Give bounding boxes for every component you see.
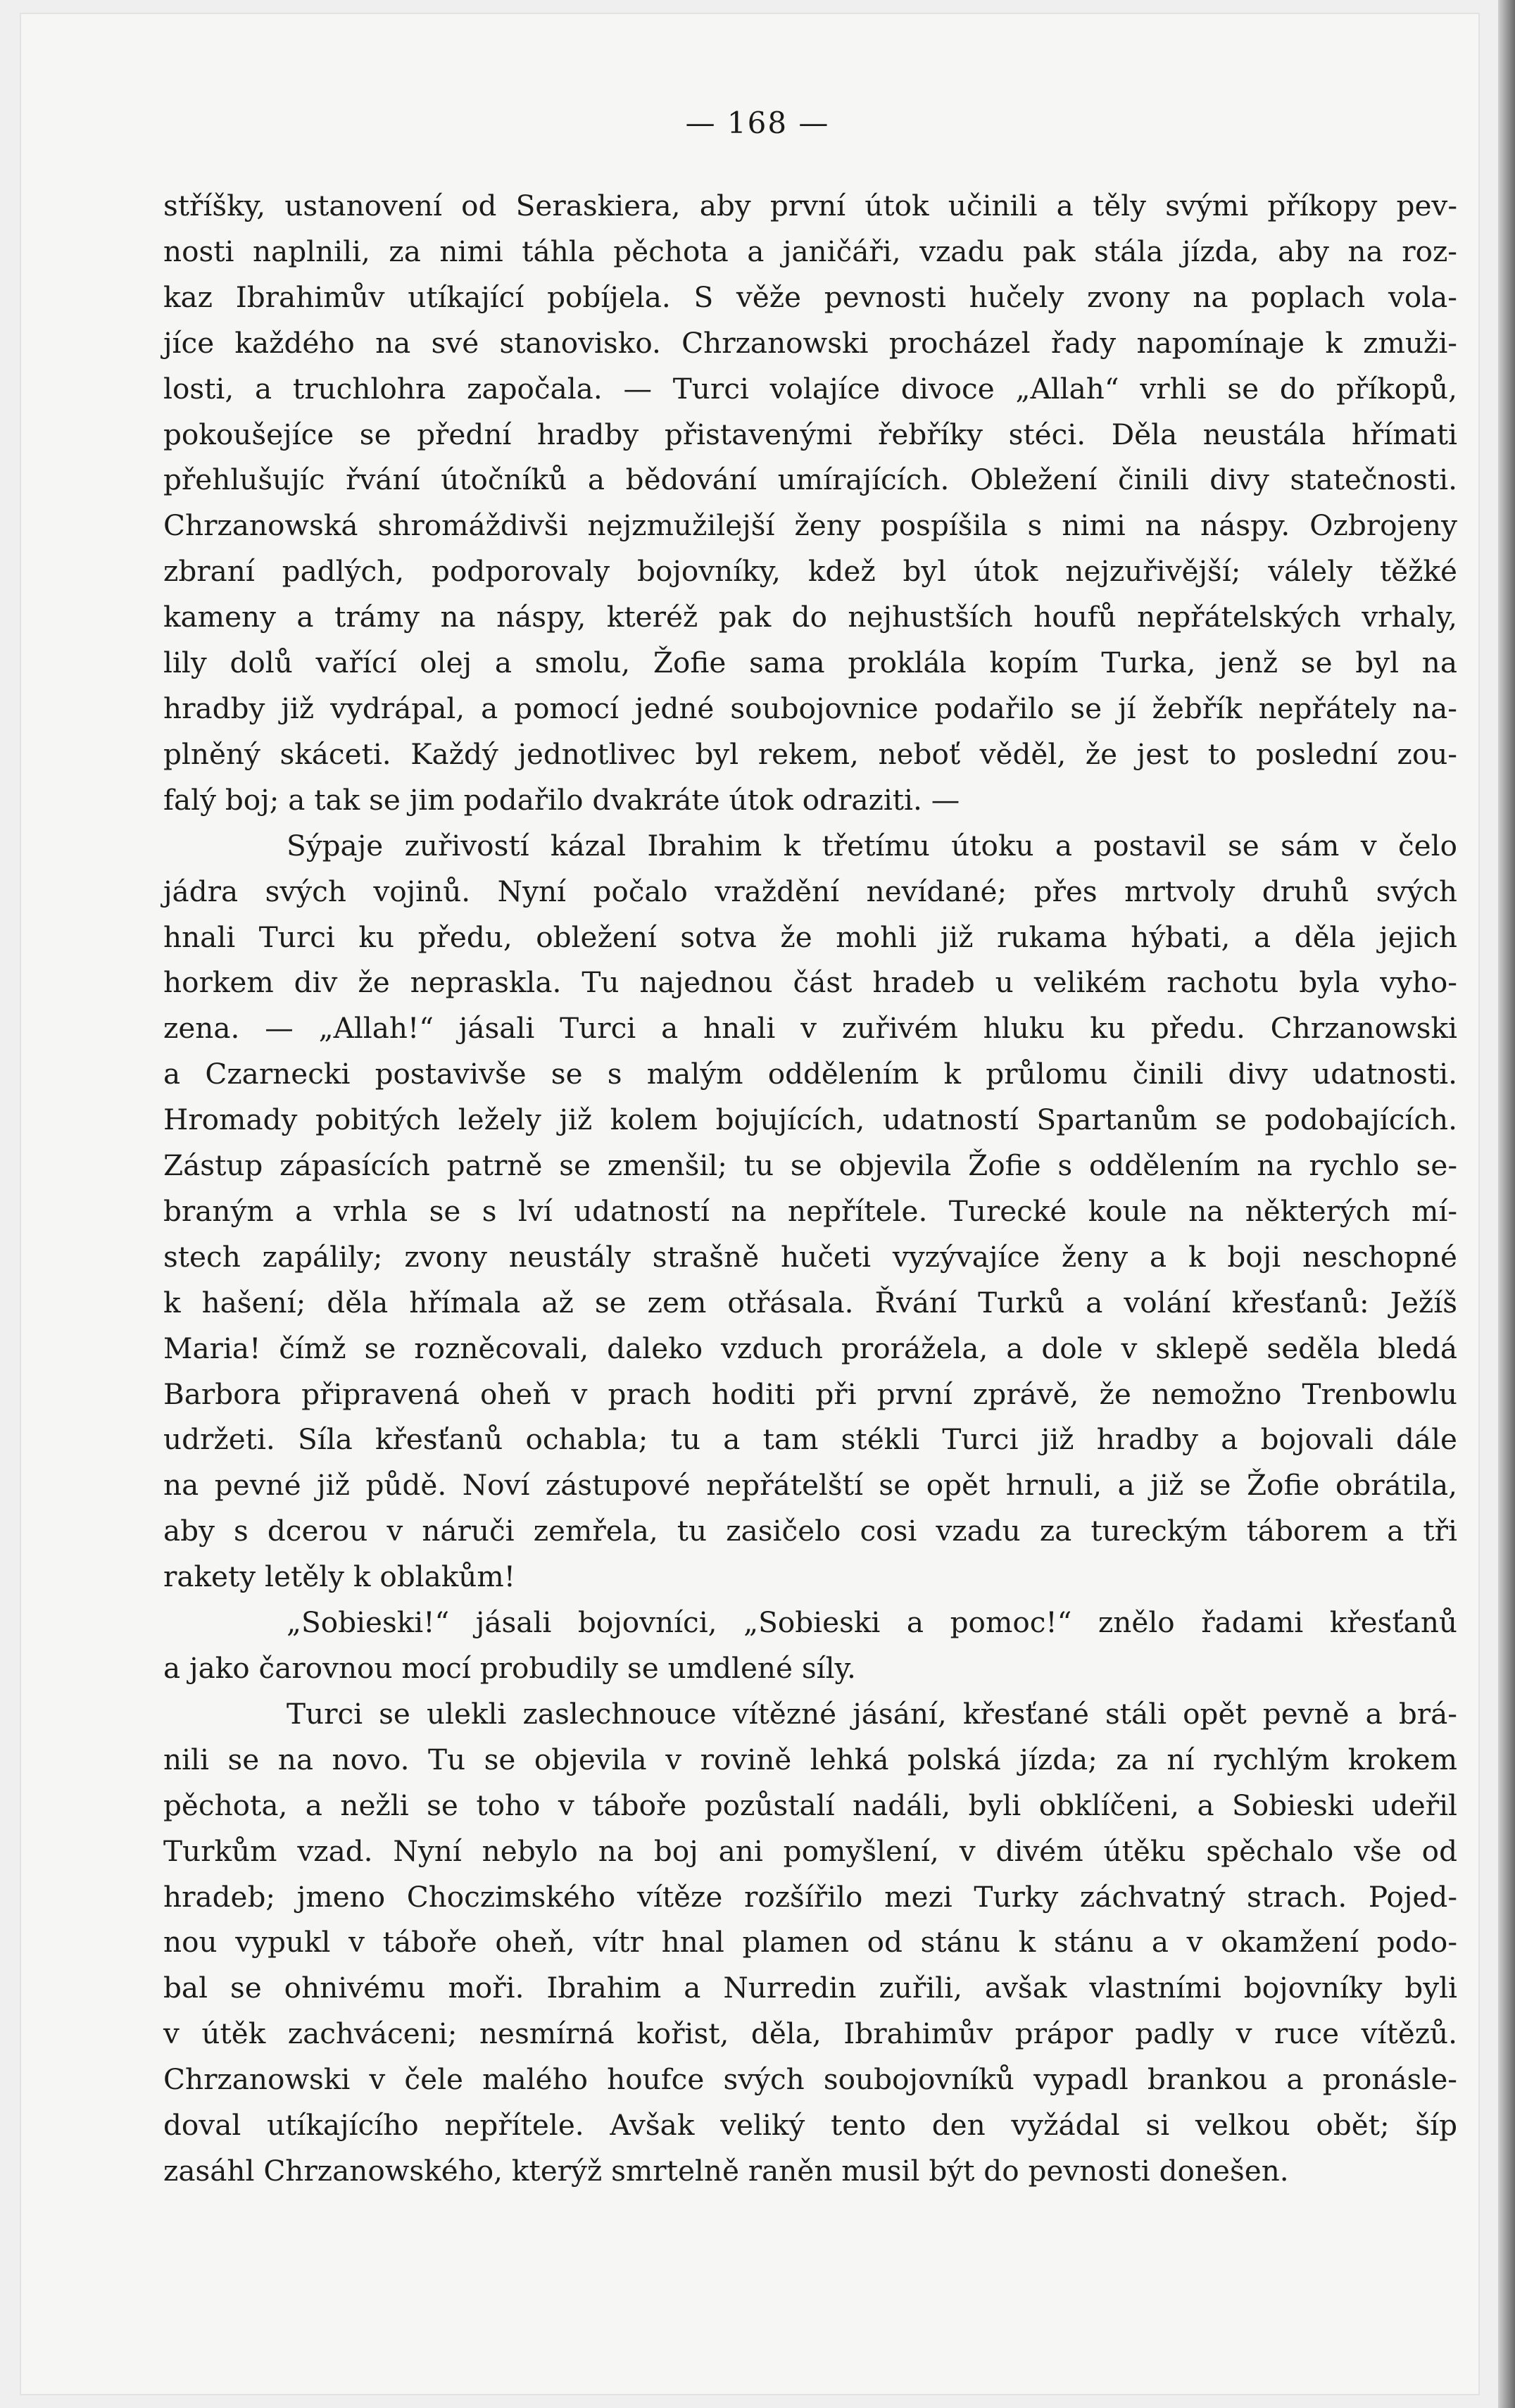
text-line: doval utíkajícího nepřítele. Avšak veliký tento den vyžádal si velkou obět; šíp: [163, 2108, 1457, 2143]
text-line: kameny a trámy na náspy, kteréž pak do nejhustších houfů nepřátelských vrhaly,: [163, 600, 1457, 634]
text-line: nou vypukl v táboře oheň, vítr hnal plamen od stánu k stánu a v okamžení podo-: [163, 1925, 1457, 1959]
text-line: braným a vrhla se s lví udatností na nepřítele. Turecké koule na některých mí-: [163, 1193, 1457, 1228]
text-line: plněný skáceti. Každý jednotlivec byl rekem, neboť věděl, že jest to poslední zou-: [163, 736, 1457, 771]
text-line: v útěk zachváceni; nesmírná kořist, děla, Ibrahimův prápor padly v ruce vítězů.: [163, 2017, 1457, 2051]
text-line: a jako čarovnou mocí probudily se umdlené síly.: [163, 1651, 856, 1685]
text-line: Hromady pobitých ležely již kolem bojujících, udatností Spartanům se podobajících.: [163, 1103, 1457, 1137]
text-line: stech zapálily; zvony neustály strašně hučeti vyzývajíce ženy a k boji neschopné: [163, 1239, 1457, 1274]
text-line: přehlušujíc řvání útočníků a bědování umírajících. Obležení činili divy statečnosti.: [163, 463, 1457, 497]
text-line: falý boj; a tak se jim podařilo dvakráte útok odraziti. —: [163, 782, 960, 817]
text-line: Maria! čímž se rozněcovali, daleko vzduch prorážela, a dole v sklepě seděla bledá: [163, 1331, 1457, 1365]
text-line: Sýpaje zuřivostí kázal Ibrahim k třetímu útoku a postavil se sám v čelo: [287, 828, 1457, 863]
text-line: udržeti. Síla křesťanů ochabla; tu a tam stékli Turci již hradby a bojovali dále: [163, 1422, 1457, 1457]
text-line: pokoušejíce se přední hradby přistavenými řebříky stéci. Děla neustála hřímati: [163, 417, 1457, 451]
body-text: [163, 183, 1457, 2194]
text-line: Barbora připravená oheň v prach hoditi při první zprávě, že nemožno Trenbowlu: [163, 1377, 1457, 1411]
text-line: a Czarnecki postavivše se s malým oddělením k průlomu činili divy udatnosti.: [163, 1057, 1457, 1091]
paragraph: [163, 823, 1457, 1600]
text-line: zena. — „Allah!“ jásali Turci a hnali v zuřivém hluku ku předu. Chrzanowski: [163, 1011, 1457, 1046]
page-edge-shadow: [1498, 0, 1515, 2408]
text-line: jíce každého na své stanovisko. Chrzanowski procházel řady napomínaje k zmuži-: [163, 325, 1457, 360]
text-line: lily dolů vařící olej a smolu, Žofie sama proklála kopím Turka, jenž se byl na: [163, 646, 1457, 680]
text-line: pěchota, a nežli se toho v táboře pozůstalí nadáli, byli obklíčeni, a Sobieski udeřil: [163, 1788, 1457, 1822]
text-line: zasáhl Chrzanowského, kterýž smrtelně raněn musil být do pevnosti donešen.: [163, 2153, 1289, 2188]
text-line: Zástup zápasících patrně se zmenšil; tu se objevila Žofie s oddělením na rychlo se-: [163, 1148, 1457, 1183]
text-line: nosti naplnili, za nimi táhla pěchota a janičáři, vzadu pak stála jízda, aby na roz-: [163, 234, 1457, 268]
text-line: nili se na novo. Tu se objevila v rovině lehká polská jízda; za ní rychlým krokem: [163, 1742, 1457, 1776]
text-line: stříšky, ustanovení od Seraskiera, aby první útok učinili a těly svými příkopy pev-: [163, 189, 1457, 222]
text-line: na pevné již půdě. Noví zástupové nepřátelští se opět hrnuli, a již se Žofie obrátila,: [163, 1468, 1457, 1503]
paragraph: [163, 183, 1457, 823]
text-line: Chrzanowská shromáždivši nejzmužilejší ženy pospíšila s nimi na náspy. Ozbrojeny: [163, 508, 1457, 543]
text-line: zbraní padlých, podporovaly bojovníky, kdež byl útok nejzuřivější; válely těžké: [163, 554, 1457, 589]
text-line: losti, a truchlohra započala. — Turci volajíce divoce „Allah“ vrhli se do příkopů,: [163, 371, 1457, 406]
text-line: „Sobieski!“ jásali bojovníci, „Sobieski a pomoc!“ znělo řadami křesťanů: [287, 1605, 1457, 1640]
paragraph: [163, 1691, 1457, 2194]
text-line: bal se ohnivému moři. Ibrahim a Nurredin zuřili, avšak vlastními bojovníky byli: [163, 1971, 1457, 2005]
text-line: k hašení; děla hřímala až se zem otřásala. Řvání Turků a volání křesťanů: Ježíš: [163, 1285, 1457, 1319]
text-line: hradeb; jmeno Choczimského vítěze rozšířilo mezi Turky záchvatný strach. Pojed-: [163, 1879, 1457, 1914]
paragraph: [163, 1600, 1457, 1691]
text-line: rakety letěly k oblakům!: [163, 1560, 516, 1594]
page-number: — 168 —: [685, 106, 830, 140]
text-line: kaz Ibrahimův utíkající pobíjela. S věže pevnosti hučely zvony na poplach vola-: [163, 280, 1457, 314]
text-line: horkem div že nepraskla. Tu najednou část hradeb u velikém rachotu byla vyho-: [163, 965, 1457, 1000]
text-line: hnali Turci ku předu, obležení sotva že mohli již rukama hýbati, a děla jejich: [163, 920, 1457, 954]
text-line: Turci se ulekli zaslechnouce vítězné jásání, křesťané stáli opět pevně a brá-: [287, 1696, 1457, 1731]
text-line: jádra svých vojinů. Nyní počalo vraždění nevídané; přes mrtvoly druhů svých: [163, 874, 1457, 908]
text-line: aby s dcerou v náruči zemřela, tu zasičelo cosi vzadu za tureckým táborem a tři: [163, 1514, 1457, 1548]
text-line: Turkům vzad. Nyní nebylo na boj ani pomyšlení, v divém útěku spěchalo vše od: [163, 1833, 1457, 1868]
text-line: hradby již vydrápal, a pomocí jedné soubojovnice podařilo se jí žebřík nepřátely na-: [163, 691, 1457, 725]
text-line: Chrzanowski v čele malého houfce svých soubojovníků vypadl brankou a pronásle-: [163, 2062, 1457, 2097]
